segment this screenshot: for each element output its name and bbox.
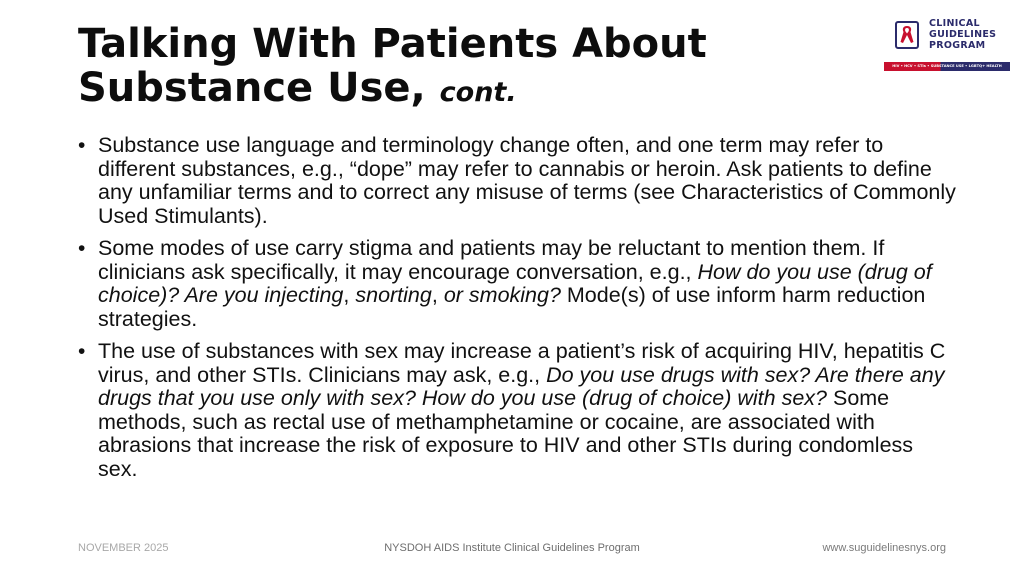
bullet-question: or smoking? (443, 283, 561, 307)
bullet-text: Some methods, such as rectal use of methamphetamine or cocaine, are associated with abrasions that increase the risk of exposure to HIV and other STIs during condomless sex. (98, 386, 914, 481)
footer-program: NYSDOH AIDS Institute Clinical Guidelines Program (384, 542, 640, 554)
logo-line-3: PROGRAM (929, 40, 986, 51)
bullet-list (78, 134, 958, 490)
bullet-text: Some modes of use carry stigma and patients may be reluctant to mention them. If clinicians ask specifically, it may encourage conversation, e.g., (98, 236, 885, 284)
clinical-guidelines-logo (884, 18, 1012, 78)
bullet-question: How do you use (drug of choice)? Are you injecting (98, 259, 932, 307)
footer-date: NOVEMBER 2025 (78, 542, 169, 554)
logo-mark (895, 21, 919, 49)
bullet-text: , (431, 283, 444, 307)
bullet-item-modes-of-use (78, 237, 958, 331)
bullet-item-terminology (78, 134, 958, 228)
logo-text (929, 18, 996, 51)
footer-url: www.suguidelinesnys.org (822, 542, 946, 554)
logo-line-1: CLINICAL (929, 18, 980, 29)
title-line-1: Talking With Patients About (78, 21, 707, 67)
bullet-text: , (343, 283, 356, 307)
bullet-text: The use of substances with sex may increase a patient’s risk of acquiring HIV, hepatitis C virus, and other STIs. Clinicians may ask, e.g., (98, 339, 946, 387)
logo-tagline: HIV • HCV • STIs • SUBSTANCE USE • LGBTQ+ HEALTH (884, 62, 1010, 71)
red-ribbon-icon (899, 25, 915, 45)
title-cont: cont. (439, 77, 517, 108)
slide-title (78, 22, 838, 115)
title-line-2: Substance Use, (78, 65, 426, 111)
bullet-question: Do you use drugs with sex? Are there any drugs that you use only with sex? How do you use (drug of choice) with sex? (98, 362, 945, 410)
bullet-question: snorting (355, 283, 432, 307)
bullet-text: Mode(s) of use inform harm reduction strategies. (98, 283, 926, 331)
bullet-item-substances-with-sex (78, 340, 958, 481)
bullet-text: Substance use language and terminology change often, and one term may refer to different substances, e.g., “dope” may refer to cannabis or heroin. Ask patients to define any unfamiliar terms and to correct any misuse of terms (see Characteristics of Commonly Used Stimulants). (98, 133, 956, 228)
logo-line-2: GUIDELINES (929, 29, 997, 40)
